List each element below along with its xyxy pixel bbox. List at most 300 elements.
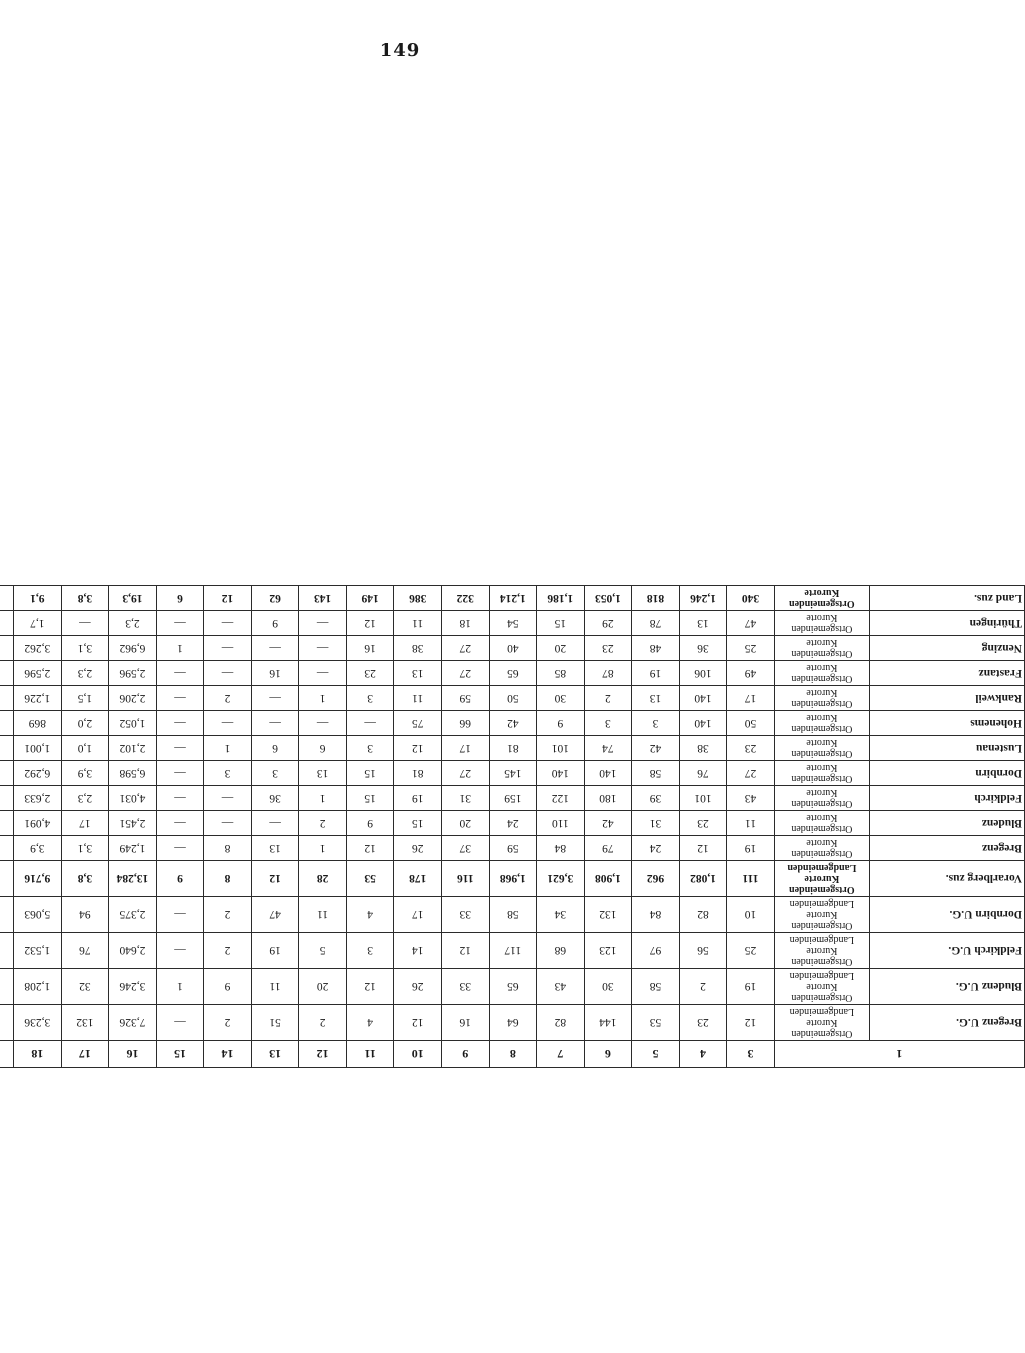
column-number-header: 12	[299, 1041, 347, 1068]
table-cell: 12	[346, 969, 394, 1005]
table-cell: 11	[727, 811, 775, 836]
table-cell: 11	[394, 686, 442, 711]
table-cell: 322	[441, 586, 489, 611]
table-cell: 33	[441, 897, 489, 933]
table-cell: 19	[394, 786, 442, 811]
table-cell: 20	[299, 969, 347, 1005]
table-cell	[0, 1005, 14, 1041]
table-cell: 76	[679, 761, 727, 786]
district-name: Rankweil	[869, 686, 1024, 711]
table-cell: 1,001	[14, 736, 62, 761]
table-cell: 58	[632, 761, 680, 786]
column-number-header: 14	[204, 1041, 252, 1068]
table-cell: 15	[346, 761, 394, 786]
table-cell: —	[204, 636, 252, 661]
table-cell: 87	[584, 661, 632, 686]
table-cell: 9,716	[14, 861, 62, 897]
table-cell: 11	[394, 611, 442, 636]
table-cell: 101	[537, 736, 585, 761]
table-cell: 2,3	[61, 786, 109, 811]
table-cell: 12	[346, 611, 394, 636]
table-cell: —	[299, 611, 347, 636]
column-number-header: 7	[537, 1041, 585, 1068]
table-cell: 1	[156, 969, 204, 1005]
table-cell: 3	[346, 686, 394, 711]
table-cell: 4,091	[14, 811, 62, 836]
table-cell: 818	[632, 586, 680, 611]
table-cell: 29	[584, 611, 632, 636]
table-cell: 18	[441, 611, 489, 636]
municipality-type-list: Ortsgemeinden Kurorte	[774, 761, 869, 786]
table-cell	[0, 686, 14, 711]
table-row	[0, 711, 1025, 736]
table-cell: —	[299, 661, 347, 686]
table-cell: 17	[727, 686, 775, 711]
table-cell: 13	[251, 836, 299, 861]
table-cell: 8	[204, 861, 252, 897]
district-name: Bludenz	[869, 811, 1024, 836]
table-cell: 15	[346, 786, 394, 811]
table-cell: 6	[251, 736, 299, 761]
table-cell: 23	[346, 661, 394, 686]
table-cell: 20	[441, 811, 489, 836]
table-cell: 7,326	[109, 1005, 157, 1041]
table-cell: 42	[584, 811, 632, 836]
table-cell: 12	[204, 586, 252, 611]
table-cell: 3,262	[14, 636, 62, 661]
table-cell: 23	[679, 811, 727, 836]
table-cell: 117	[489, 933, 537, 969]
table-cell: 2	[584, 686, 632, 711]
table-cell: 3,1	[61, 636, 109, 661]
table-cell: 1,052	[109, 711, 157, 736]
table-cell: —	[156, 897, 204, 933]
table-cell: 101	[679, 786, 727, 811]
column-number-header: 10	[394, 1041, 442, 1068]
table-cell: 23	[679, 1005, 727, 1041]
table-cell: 13	[394, 661, 442, 686]
district-name: Dornbirn	[869, 761, 1024, 786]
municipality-type-list: Ortsgemeinden Kurorte	[774, 636, 869, 661]
table-cell: 30	[537, 686, 585, 711]
municipality-type-list: Ortsgemeinden Kurorte	[774, 786, 869, 811]
table-cell: 17	[394, 897, 442, 933]
table-cell: 19	[727, 836, 775, 861]
district-name: Feldkirch	[869, 786, 1024, 811]
table-cell	[0, 711, 14, 736]
table-cell: 82	[537, 1005, 585, 1041]
table-cell: 116	[441, 861, 489, 897]
rotated-table-area	[0, 308, 1025, 1068]
table-cell: 3	[251, 761, 299, 786]
table-cell: 1	[156, 636, 204, 661]
column-number-header: 4	[679, 1041, 727, 1068]
table-cell: —	[156, 686, 204, 711]
table-cell: 123	[584, 933, 632, 969]
table-cell: 1,5	[61, 686, 109, 711]
table-cell: 340	[727, 586, 775, 611]
table-cell: 962	[632, 861, 680, 897]
table-cell: 50	[489, 686, 537, 711]
municipality-type-list: Ortsgemeinden Kurorte Landgemeinden	[774, 969, 869, 1005]
table-cell: 159	[489, 786, 537, 811]
table-cell: —	[156, 786, 204, 811]
table-cell: 81	[394, 761, 442, 786]
table-cell: 9	[251, 611, 299, 636]
table-cell: —	[346, 711, 394, 736]
table-cell: 6,292	[14, 761, 62, 786]
table-cell: —	[156, 611, 204, 636]
table-cell: 12	[441, 933, 489, 969]
table-cell: 4,031	[109, 786, 157, 811]
table-cell: 869	[14, 711, 62, 736]
table-row	[0, 897, 1025, 933]
table-cell: 51	[251, 1005, 299, 1041]
table-cell: —	[299, 711, 347, 736]
table-cell: 1	[204, 736, 252, 761]
table-cell: 12	[394, 736, 442, 761]
table-cell: 3,9	[61, 761, 109, 786]
table-cell: 122	[537, 786, 585, 811]
table-cell: 19	[727, 969, 775, 1005]
table-cell: 5	[299, 933, 347, 969]
table-cell: 68	[537, 933, 585, 969]
table-cell: 38	[394, 636, 442, 661]
table-cell: 132	[584, 897, 632, 933]
table-cell	[0, 969, 14, 1005]
table-cell: 53	[346, 861, 394, 897]
table-row	[0, 836, 1025, 861]
table-cell	[0, 861, 14, 897]
table-cell: 140	[584, 761, 632, 786]
table-cell: —	[156, 736, 204, 761]
table-body	[0, 586, 1025, 1041]
table-cell: —	[299, 636, 347, 661]
municipality-type-list: Ortsgemeinden Kurorte	[774, 811, 869, 836]
table-cell: 2	[204, 1005, 252, 1041]
municipality-type-list: Ortsgemeinden Kurorte	[774, 836, 869, 861]
table-cell: 36	[679, 636, 727, 661]
district-name: Vorarlberg zus.	[869, 861, 1024, 897]
table-cell: 2	[204, 897, 252, 933]
table-cell: 42	[632, 736, 680, 761]
table-cell: —	[251, 711, 299, 736]
table-cell: 106	[679, 661, 727, 686]
table-cell: 3	[584, 711, 632, 736]
table-cell: —	[61, 611, 109, 636]
table-cell: 12	[251, 861, 299, 897]
column-number-header: 8	[489, 1041, 537, 1068]
table-cell: —	[251, 811, 299, 836]
table-cell: 13	[299, 761, 347, 786]
table-cell: 110	[537, 811, 585, 836]
table-cell: 1,532	[14, 933, 62, 969]
table-cell: 3,8	[61, 586, 109, 611]
table-cell: —	[156, 1005, 204, 1041]
table-cell: 2	[204, 933, 252, 969]
table-cell: 1,0	[61, 736, 109, 761]
table-cell: 3,8	[61, 861, 109, 897]
table-cell: —	[156, 933, 204, 969]
table-cell: 1,082	[679, 861, 727, 897]
table-cell: 3,1	[61, 836, 109, 861]
table-cell	[0, 786, 14, 811]
column-number-row	[0, 1041, 1025, 1068]
table-cell: 28	[299, 861, 347, 897]
table-cell: 140	[679, 711, 727, 736]
table-cell: 6	[299, 736, 347, 761]
table-cell: 9	[537, 711, 585, 736]
table-cell: —	[156, 711, 204, 736]
column-number-header: 6	[584, 1041, 632, 1068]
table-cell: 1	[299, 686, 347, 711]
table-cell: 1,7	[14, 611, 62, 636]
table-cell: 50	[727, 711, 775, 736]
table-cell: 59	[441, 686, 489, 711]
table-cell: 39	[632, 786, 680, 811]
table-cell: 3,9	[14, 836, 62, 861]
table-cell: 16	[251, 661, 299, 686]
municipality-type-list: Ortsgemeinden Kurorte Landgemeinden	[774, 897, 869, 933]
table-cell: 15	[537, 611, 585, 636]
table-cell: 1,186	[537, 586, 585, 611]
table-cell: 149	[346, 586, 394, 611]
table-cell: 12	[394, 1005, 442, 1041]
municipality-type-list: Ortsgemeinden Kurorte	[774, 711, 869, 736]
table-cell: 1,214	[489, 586, 537, 611]
table-cell: 3	[346, 933, 394, 969]
table-row	[0, 761, 1025, 786]
table-cell: —	[251, 686, 299, 711]
table-cell: 24	[489, 811, 537, 836]
municipality-type-list: Ortsgemeinden Kurorte	[774, 586, 869, 611]
table-row	[0, 736, 1025, 761]
table-cell	[0, 897, 14, 933]
table-cell: 74	[584, 736, 632, 761]
table-cell: 4	[346, 897, 394, 933]
column-number-header: 13	[251, 1041, 299, 1068]
district-name: Bludenz U.G.	[869, 969, 1024, 1005]
table-cell: 9,1	[14, 586, 62, 611]
column-number-header: 15	[156, 1041, 204, 1068]
table-cell: 2,206	[109, 686, 157, 711]
table-cell: 111	[727, 861, 775, 897]
municipality-type-list: Ortsgemeinden Kurorte	[774, 686, 869, 711]
table-cell: 27	[441, 636, 489, 661]
table-cell: 2,3	[109, 611, 157, 636]
column-number-header: 5	[632, 1041, 680, 1068]
district-name: Hohenems	[869, 711, 1024, 736]
table-cell: —	[204, 661, 252, 686]
table-cell: —	[156, 661, 204, 686]
table-cell: 17	[441, 736, 489, 761]
table-cell: 19	[632, 661, 680, 686]
table-cell: 144	[584, 1005, 632, 1041]
table-cell: 178	[394, 861, 442, 897]
table-cell: 1	[299, 836, 347, 861]
table-cell: 145	[489, 761, 537, 786]
municipality-type-list: Ortsgemeinden Kurorte	[774, 611, 869, 636]
column-number-header	[0, 1041, 14, 1068]
table-cell: 23	[584, 636, 632, 661]
table-cell: 19	[251, 933, 299, 969]
column-number-header: 17	[61, 1041, 109, 1068]
table-cell: 11	[251, 969, 299, 1005]
table-cell: 9	[204, 969, 252, 1005]
table-cell: 47	[727, 611, 775, 636]
table-cell: 1,246	[679, 586, 727, 611]
municipality-type-list: Ortsgemeinden Kurorte Landgemeinden	[774, 933, 869, 969]
table-cell	[0, 736, 14, 761]
column-number-header: 3	[727, 1041, 775, 1068]
table-cell: 84	[537, 836, 585, 861]
table-cell: 3,621	[537, 861, 585, 897]
table-cell: 20	[537, 636, 585, 661]
table-cell: 42	[489, 711, 537, 736]
table-cell: 13	[632, 686, 680, 711]
table-cell: 2,633	[14, 786, 62, 811]
table-cell: 180	[584, 786, 632, 811]
column-number-header: 1	[774, 1041, 1024, 1068]
table-cell: 19,3	[109, 586, 157, 611]
table-cell: 1,249	[109, 836, 157, 861]
table-cell: 2	[204, 686, 252, 711]
table-cell	[0, 611, 14, 636]
table-cell: 1	[299, 786, 347, 811]
table-cell: 58	[489, 897, 537, 933]
table-cell: 5,063	[14, 897, 62, 933]
table-cell: —	[204, 811, 252, 836]
table-cell: 25	[727, 636, 775, 661]
table-cell: 59	[489, 836, 537, 861]
table-cell: 31	[441, 786, 489, 811]
district-name: Nenzing	[869, 636, 1024, 661]
table-cell: 8	[204, 836, 252, 861]
table-row	[0, 661, 1025, 686]
table-cell: 10	[727, 897, 775, 933]
table-cell: 26	[394, 969, 442, 1005]
table-cell: 2,3	[61, 661, 109, 686]
table-cell: 3,236	[14, 1005, 62, 1041]
table-cell: —	[204, 711, 252, 736]
table-cell: 2,596	[14, 661, 62, 686]
table-cell: 2,0	[61, 711, 109, 736]
table-cell: 15	[394, 811, 442, 836]
table-cell: —	[156, 761, 204, 786]
table-cell: 27	[441, 661, 489, 686]
district-name: Feldkirch U.G.	[869, 933, 1024, 969]
table-cell: 140	[679, 686, 727, 711]
table-cell: 140	[537, 761, 585, 786]
table-cell: 38	[679, 736, 727, 761]
table-cell: 4	[346, 1005, 394, 1041]
table-cell: 58	[632, 969, 680, 1005]
table-cell: 65	[489, 661, 537, 686]
table-cell: 1,053	[584, 586, 632, 611]
table-cell: 2,375	[109, 897, 157, 933]
table-row	[0, 786, 1025, 811]
column-number-header: 16	[109, 1041, 157, 1068]
district-name: Thüringen	[869, 611, 1024, 636]
table-cell: 12	[346, 836, 394, 861]
table-cell: 2	[299, 811, 347, 836]
municipality-type-list: Ortsgemeinden Kurorte	[774, 736, 869, 761]
table-cell: 386	[394, 586, 442, 611]
table-cell	[0, 811, 14, 836]
table-cell: 2,102	[109, 736, 157, 761]
table-cell: 6	[156, 586, 204, 611]
table-cell: 32	[61, 969, 109, 1005]
table-cell: 2,596	[109, 661, 157, 686]
table-cell: —	[251, 636, 299, 661]
table-cell: 6,598	[109, 761, 157, 786]
table-cell: 62	[251, 586, 299, 611]
district-name: Bregenz U.G.	[869, 1005, 1024, 1041]
page-number: 149	[379, 40, 421, 61]
table-cell: —	[156, 836, 204, 861]
table-row	[0, 969, 1025, 1005]
district-name: Bregenz	[869, 836, 1024, 861]
table-cell: —	[204, 786, 252, 811]
table-cell: 14	[394, 933, 442, 969]
table-cell	[0, 586, 14, 611]
table-cell: 49	[727, 661, 775, 686]
table-cell: 48	[632, 636, 680, 661]
table-cell: 30	[584, 969, 632, 1005]
column-number-header: 11	[346, 1041, 394, 1068]
table-cell: 66	[441, 711, 489, 736]
table-cell: 2,451	[109, 811, 157, 836]
table-cell: 9	[346, 811, 394, 836]
table-cell: 43	[727, 786, 775, 811]
table-cell: 47	[251, 897, 299, 933]
table-cell: 37	[441, 836, 489, 861]
table-cell: 143	[299, 586, 347, 611]
table-cell	[0, 836, 14, 861]
table-row	[0, 861, 1025, 897]
table-cell: 9	[156, 861, 204, 897]
statistics-table	[0, 585, 1025, 1068]
municipality-type-list: Ortsgemeinden Kurorte	[774, 661, 869, 686]
table-cell: 56	[679, 933, 727, 969]
table-cell: 11	[299, 897, 347, 933]
table-cell: 3	[204, 761, 252, 786]
table-cell: —	[156, 811, 204, 836]
district-name: Lustenau	[869, 736, 1024, 761]
table-cell: 65	[489, 969, 537, 1005]
table-cell: 33	[441, 969, 489, 1005]
table-cell: 16	[346, 636, 394, 661]
table-row	[0, 933, 1025, 969]
municipality-type-list: Ortsgemeinden Kurorte Landgemeinden	[774, 861, 869, 897]
table-cell: 16	[441, 1005, 489, 1041]
table-row	[0, 611, 1025, 636]
table-cell: 24	[632, 836, 680, 861]
district-name: Frastanz	[869, 661, 1024, 686]
table-cell: 27	[727, 761, 775, 786]
table-cell: 31	[632, 811, 680, 836]
table-cell: 3	[346, 736, 394, 761]
table-cell: 6,962	[109, 636, 157, 661]
table-cell: 81	[489, 736, 537, 761]
column-number-header: 18	[14, 1041, 62, 1068]
table-cell: 79	[584, 836, 632, 861]
table-row	[0, 586, 1025, 611]
table-cell: 75	[394, 711, 442, 736]
table-cell: 43	[537, 969, 585, 1005]
table-cell: —	[204, 611, 252, 636]
table-cell: 36	[251, 786, 299, 811]
